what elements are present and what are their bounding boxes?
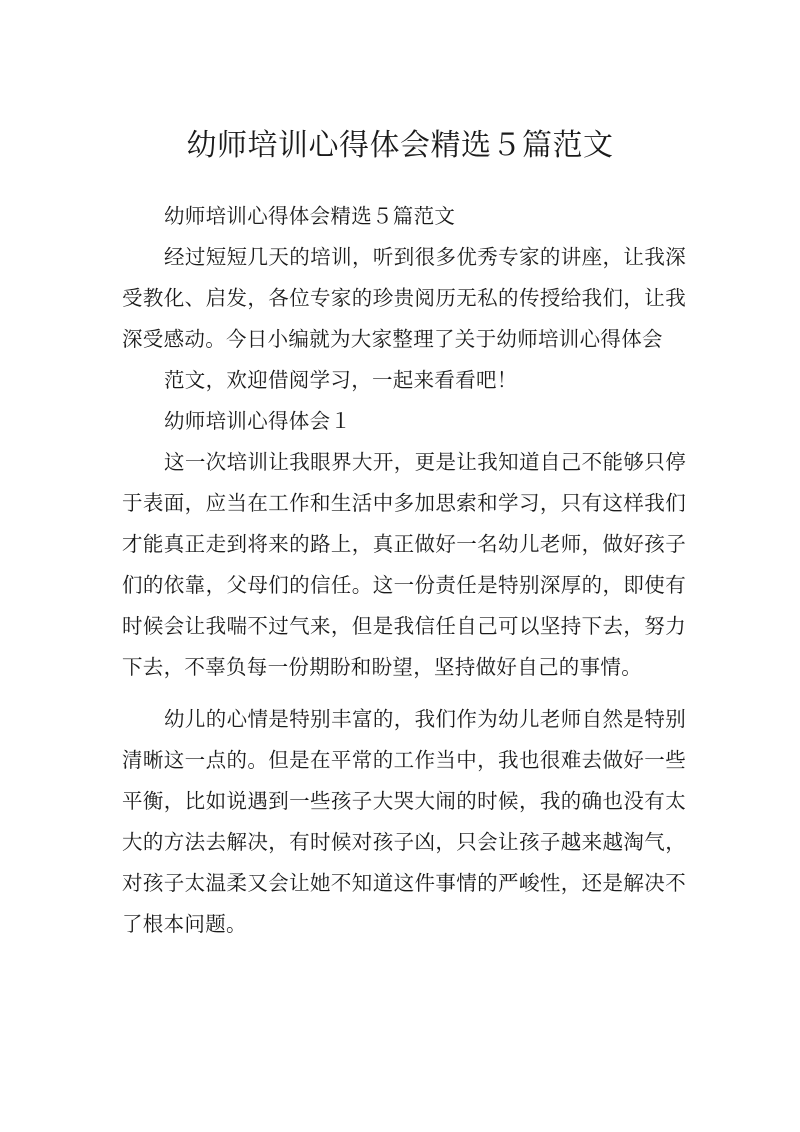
paragraph-intro: 经过短短几天的培训，听到很多优秀专家的讲座，让我深受教化、启发，各位专家的珍贵阅历无私的传授给我们，让我深受感动。今日小编就为大家整理了关于幼师培训心得体会 — [122, 245, 686, 351]
document-body — [122, 196, 686, 945]
paragraph-body-2: 幼儿的心情是特别丰富的，我们作为幼儿老师自然是特别清晰这一点的。但是在平常的工作当中，我也很难去做好一些平衡，比如说遇到一些孩子大哭大闹的时候，我的确也没有太大的方法去解决，有时候对孩子凶，只会让孩子越来越淘气，对孩子太温柔又会让她不知道这件事情的严峻性，还是解决不了根本问题。 — [122, 707, 686, 936]
paragraph-body-1: 这一次培训让我眼界大开，更是让我知道自己不能够只停于表面，应当在工作和生活中多加思索和学习，只有这样我们才能真正走到将来的路上，真正做好一名幼儿老师，做好孩子们的依靠，父母们的信任。这一份责任是特别深厚的，即使有时候会让我喘不过气来，但是我信任自己可以坚持下去，努力下去，不辜负每一份期盼和盼望，坚持做好自己的事情。 — [122, 450, 686, 679]
document-title: 幼师培训心得体会精选５篇范文 — [186, 128, 614, 163]
paragraph-subtitle: 幼师培训心得体会精选５篇范文 — [164, 204, 456, 228]
section-heading-1: 幼师培训心得体会１ — [164, 409, 352, 433]
paragraph-invitation: 范文，欢迎借阅学习，一起来看看吧！ — [164, 368, 518, 392]
